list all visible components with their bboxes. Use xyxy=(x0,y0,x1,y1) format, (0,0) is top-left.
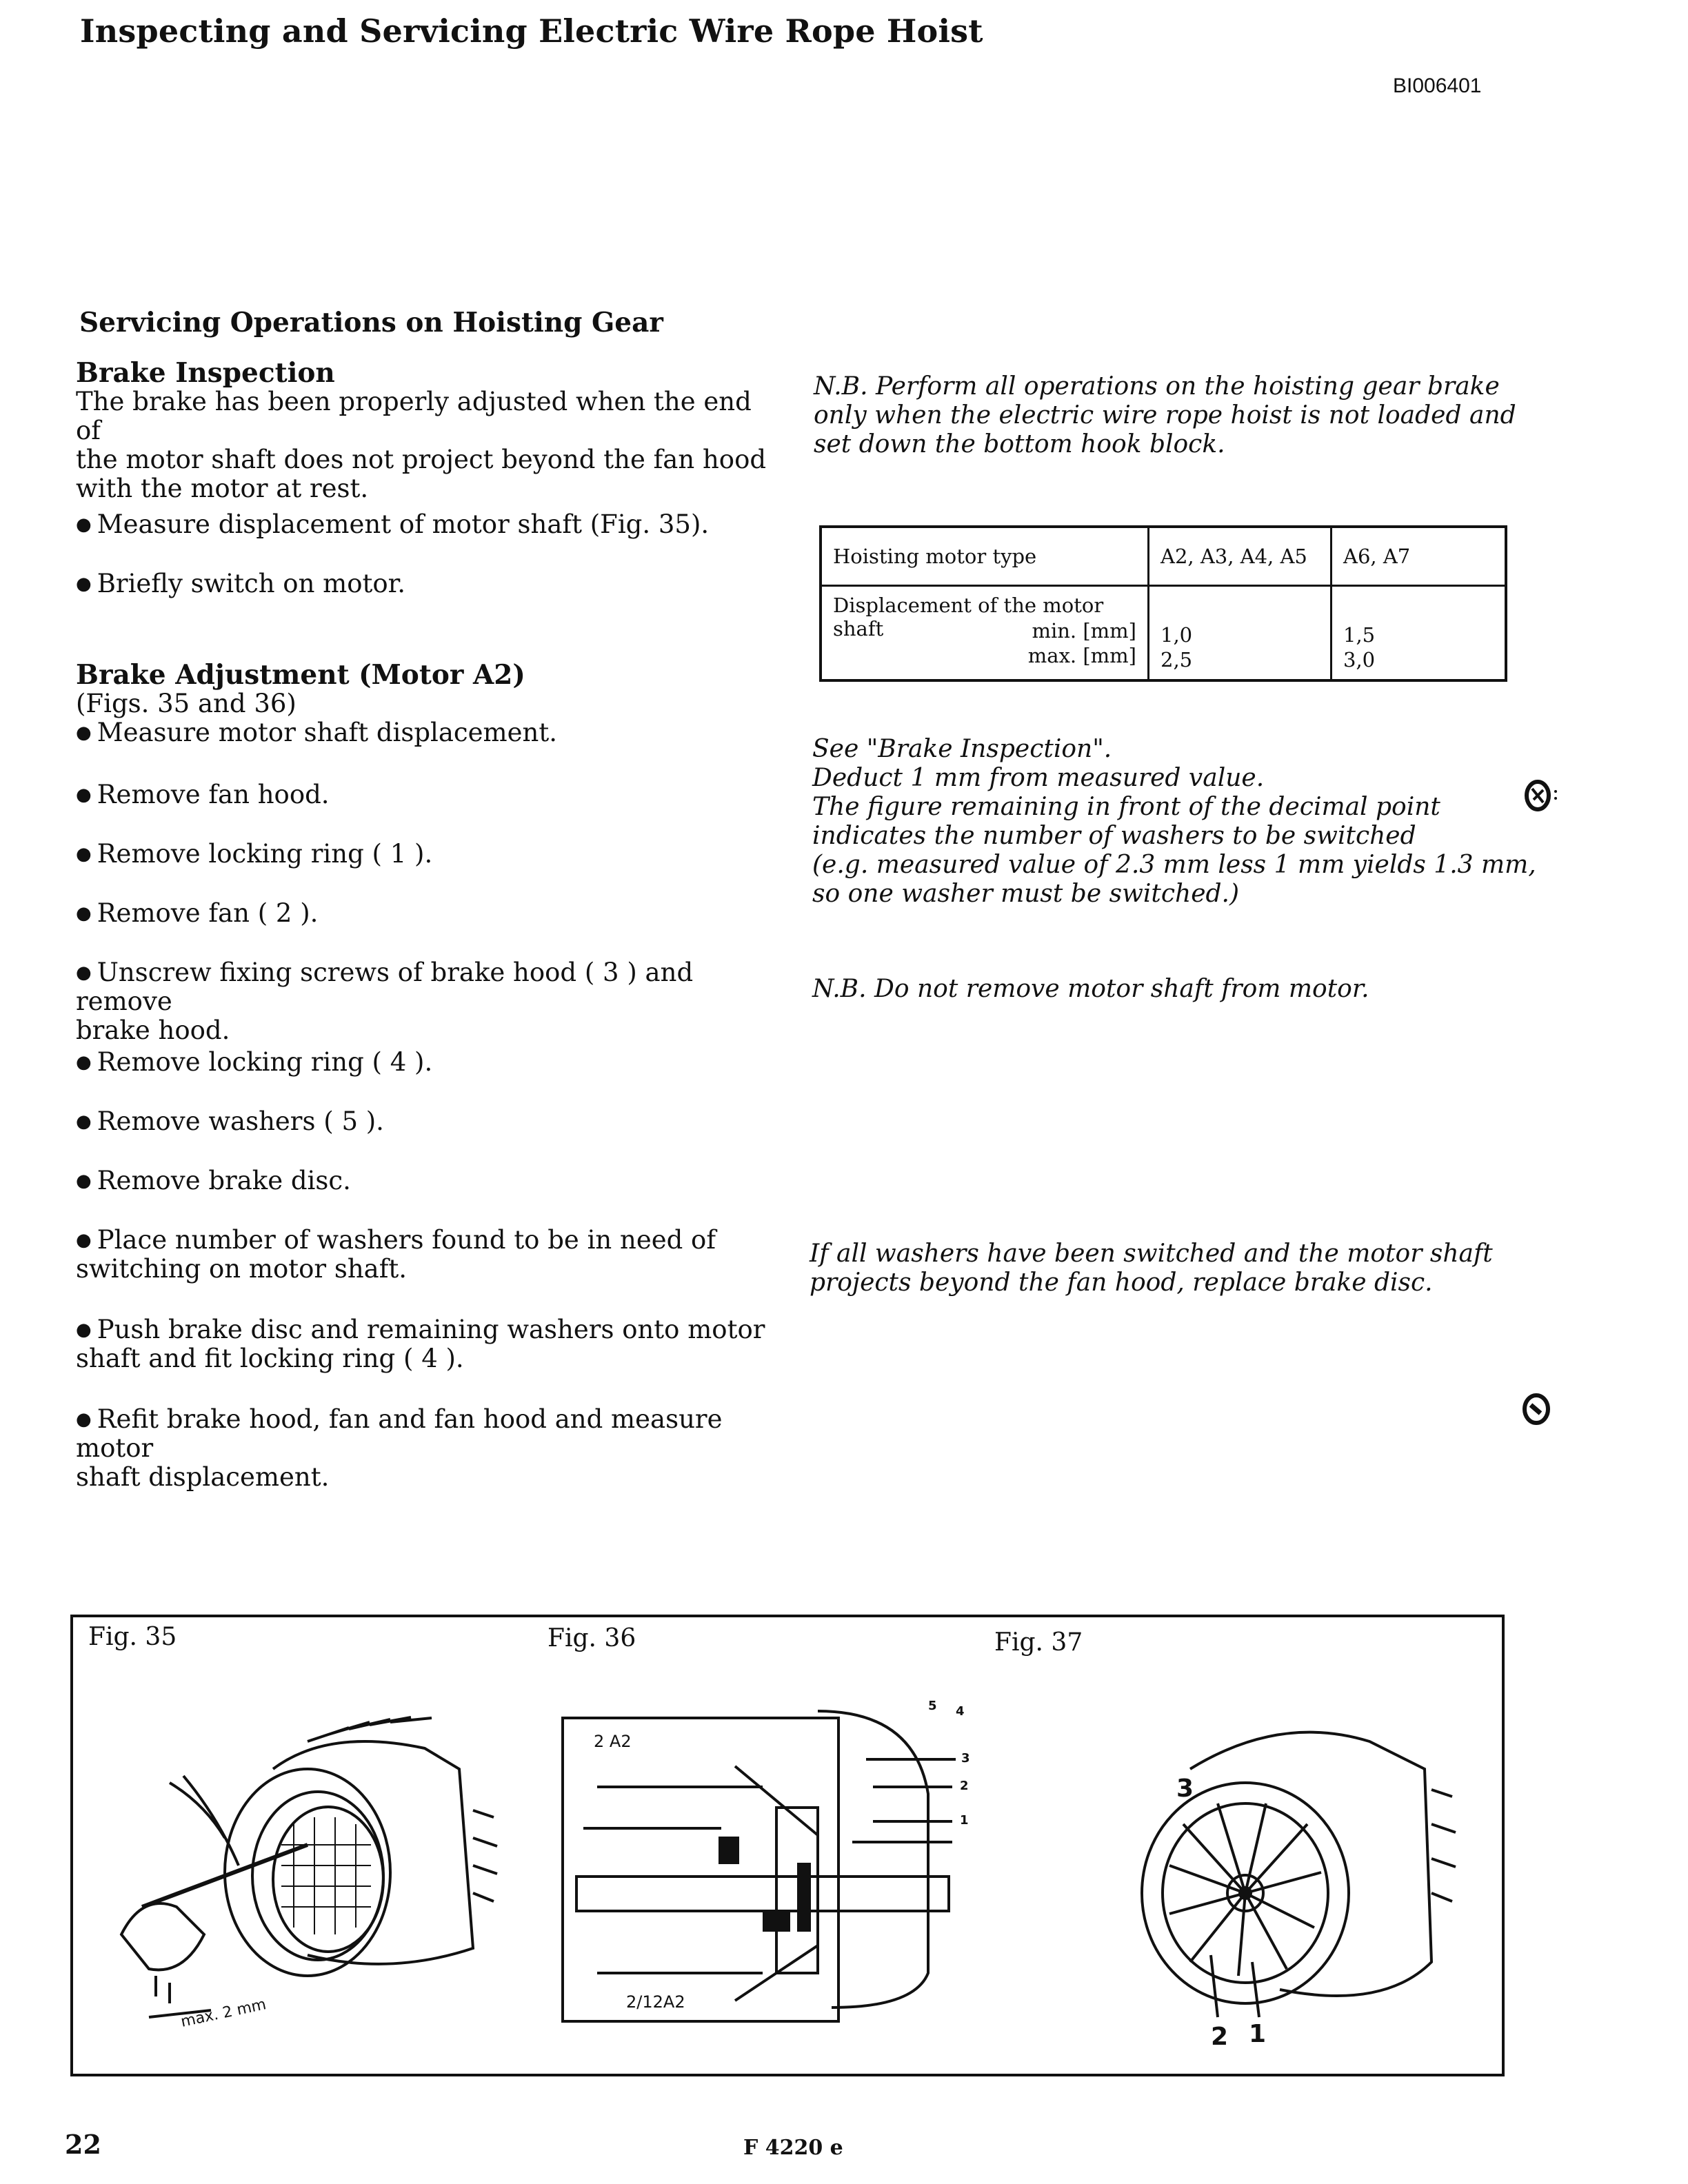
note-line: indicates the number of washers to be switched xyxy=(812,822,1416,850)
figures-reference: (Figs. 35 and 36) xyxy=(76,689,297,718)
adjustment-step-multiline xyxy=(76,1405,772,1492)
see-inspection-note xyxy=(812,735,1536,909)
note-line: projects beyond the fan hood, replace brake disc. xyxy=(810,1268,1433,1297)
note-line: (e.g. measured value of 2.3 mm less 1 mm yields 1.3 mm, xyxy=(812,851,1536,879)
adjustment-step-continued: brake hood. xyxy=(76,1015,230,1045)
adjustment-step: ● Remove fan hood. xyxy=(76,780,772,809)
adjustment-step: ● Remove washers ( 5 ). xyxy=(76,1107,772,1136)
adjustment-step-multiline xyxy=(76,1226,772,1284)
fig37-callout: 2 xyxy=(1211,2023,1229,2051)
adjustment-step: ● Unscrew fixing screws of brake hood ( 3 ) and remove xyxy=(76,958,772,1016)
value-max: 2,5 xyxy=(1160,648,1193,671)
table-header-col-a: A2, A3, A4, A5 xyxy=(1149,527,1332,586)
adjustment-step-continued: shaft displacement. xyxy=(76,1462,330,1492)
note-line: See "Brake Inspection". xyxy=(812,735,1112,763)
adjustment-step: ● Measure motor shaft displacement. xyxy=(76,718,772,747)
table-header-col-b: A6, A7 xyxy=(1332,527,1507,586)
nb-top-note xyxy=(814,372,1538,459)
adjustment-step: ● Remove locking ring ( 4 ). xyxy=(76,1048,772,1077)
fig37-illustration xyxy=(1107,1686,1466,2059)
fig35-label: Fig. 35 xyxy=(88,1623,177,1651)
figures-panel xyxy=(70,1615,1505,2076)
fig36-tag-bottom: 2/12A2 xyxy=(626,1992,685,2012)
fig36-callout: 5 xyxy=(928,1699,937,1713)
fig36-label: Fig. 36 xyxy=(547,1624,636,1652)
row-label-line: shaft xyxy=(833,617,884,640)
table-header-label: Hoisting motor type xyxy=(821,527,1149,586)
hoisting-motor-table xyxy=(819,525,1507,682)
note-line: set down the bottom hook block. xyxy=(814,430,1225,458)
brake-inspection-line: the motor shaft does not project beyond the fan hood xyxy=(76,445,767,474)
document-code: BI006401 xyxy=(1393,74,1482,97)
brake-inspection-block xyxy=(76,358,772,503)
adjustment-step: ● Remove locking ring ( 1 ). xyxy=(76,840,772,869)
inspection-step: ● Briefly switch on motor. xyxy=(76,569,772,598)
adjustment-step: ● Remove brake disc. xyxy=(76,1166,772,1195)
note-line: N.B. Perform all operations on the hoisting gear brake xyxy=(814,372,1500,401)
page-title: Inspecting and Servicing Electric Wire Rope Hoist xyxy=(80,12,983,50)
note-line: Deduct 1 mm from measured value. xyxy=(812,764,1265,792)
nb-shaft-note: N.B. Do not remove motor shaft from motor. xyxy=(812,975,1369,1003)
section-title: Servicing Operations on Hoisting Gear xyxy=(79,307,663,338)
fig36-callout: 4 xyxy=(956,1704,965,1719)
fig37-label: Fig. 37 xyxy=(994,1628,1083,1657)
adjustment-step-multiline xyxy=(76,1315,772,1373)
adjustment-step-continued: switching on motor shaft. xyxy=(76,1254,408,1284)
adjustment-step: ● Push brake disc and remaining washers onto motor xyxy=(76,1315,772,1344)
table-cell-col-a xyxy=(1149,586,1332,681)
fig35-annotation: max. 2 mm xyxy=(179,1996,268,2031)
table-row-label xyxy=(821,586,1149,681)
fig37-callout: 3 xyxy=(1176,1775,1194,1803)
note-line: The figure remaining in front of the decimal point xyxy=(812,793,1440,821)
brake-inspection-heading: Brake Inspection xyxy=(76,357,335,389)
fig36-callout: 2 xyxy=(960,1779,969,1793)
value-max: 3,0 xyxy=(1343,648,1376,671)
note-line: so one washer must be switched.) xyxy=(812,880,1240,908)
inspection-step: ● Measure displacement of motor shaft (Fig. 35). xyxy=(76,510,772,539)
max-label: max. [mm] xyxy=(1027,644,1136,667)
value-min: 1,5 xyxy=(1343,623,1376,647)
note-line: only when the electric wire rope hoist is not loaded and xyxy=(814,401,1516,429)
fig36-illustration xyxy=(556,1684,997,2056)
adjustment-step-continued: shaft and fit locking ring ( 4 ). xyxy=(76,1344,464,1373)
row-label-line: Displacement of the motor xyxy=(833,594,1104,617)
footer-doc-ref: F 4220 e xyxy=(743,2136,843,2160)
table-cell-col-b xyxy=(1332,586,1507,681)
caution-symbol-icon xyxy=(1520,1390,1557,1427)
brake-inspection-line: The brake has been properly adjusted when the end of xyxy=(76,387,752,445)
page-number: 22 xyxy=(65,2129,101,2160)
min-label: min. [mm] xyxy=(1032,619,1136,643)
fig36-callout: 1 xyxy=(960,1813,969,1828)
fig36-callout: 3 xyxy=(961,1751,970,1766)
fig36-tag-top: 2 A2 xyxy=(594,1732,632,1751)
drill-symbol-icon xyxy=(1523,776,1560,813)
adjustment-step: ● Remove fan ( 2 ). xyxy=(76,899,772,928)
replace-disc-note xyxy=(810,1240,1534,1297)
brake-adjustment-block xyxy=(76,660,772,747)
adjustment-step-multiline xyxy=(76,958,772,1045)
value-min: 1,0 xyxy=(1160,623,1193,647)
adjustment-step: ● Refit brake hood, fan and fan hood and measure motor xyxy=(76,1405,772,1463)
fig37-callout: 1 xyxy=(1249,2020,1267,2048)
brake-inspection-line: with the motor at rest. xyxy=(76,474,369,503)
brake-adjustment-heading: Brake Adjustment (Motor A2) xyxy=(76,659,525,691)
adjustment-step: ● Place number of washers found to be in need of xyxy=(76,1226,772,1255)
fig35-illustration xyxy=(101,1686,528,2045)
note-line: If all washers have been switched and the motor shaft xyxy=(810,1240,1493,1268)
